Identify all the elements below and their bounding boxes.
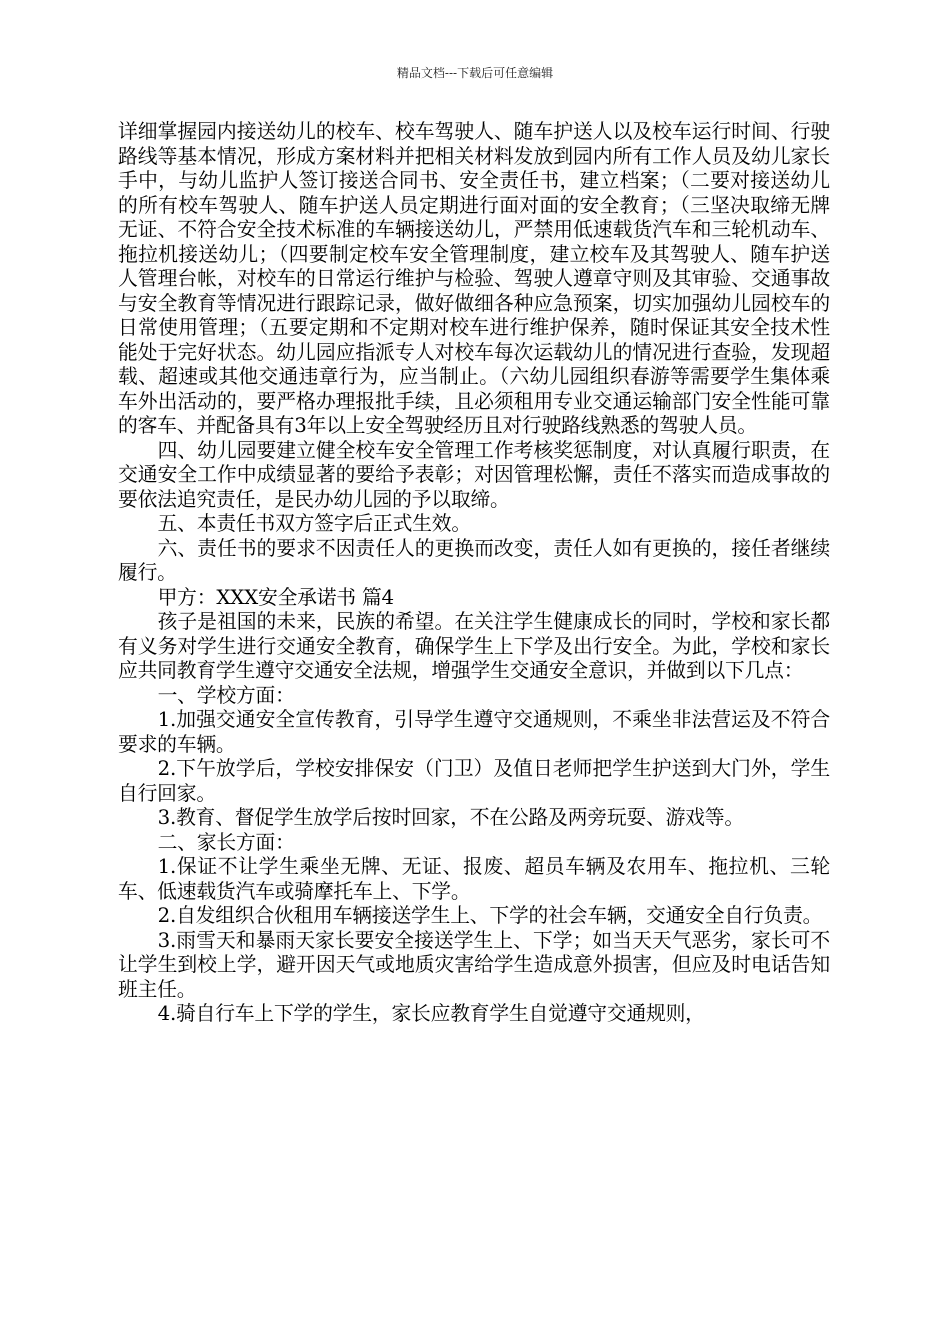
paragraph-intro: 孩子是祖国的未来，民族的希望。在关注学生健康成长的同时，学校和家长都有义务对学生进行交通安全教育，确保学生上下学及出行安全。为此，学校和家长应共同教育学生遵守交通安全法规，增强学生交通安全意识，并做到以下几点： [118,610,830,682]
parent-item-2: 2.自发组织合伙租用车辆接送学生上、下学的社会车辆，交通安全自行负责。 [157,904,823,927]
paragraph-item-6: 六、责任书的要求不因责任人的更换而改变，责任人如有更换的，接任者继续履行。 [118,536,830,584]
school-item-3: 3.教育、督促学生放学后按时回家，不在公路及两旁玩耍、游戏等。 [157,806,744,829]
document-body [118,120,830,1027]
school-item-1: 1.加强交通安全宣传教育，引导学生遵守交通规则，不乘坐非法营运及不符合要求的车辆。 [118,708,830,756]
school-item-2: 2.下午放学后，学校安排保安（门卫）及值日老师把学生护送到大门外，学生自行回家。 [118,757,830,805]
parent-item-1: 1.保证不让学生乘坐无牌、无证、报废、超员车辆及农用车、拖拉机、三轮车、低速载货汽车或骑摩托车上、下学。 [118,855,830,903]
parent-item-3: 3.雨雪天和暴雨天家长要安全接送学生上、下学；如当天天气恶劣，家长可不让学生到校上学，避开因天气或地质灾害给学生造成意外损害，但应及时电话告知班主任。 [118,928,830,1001]
paragraph-school-bus-duties: 详细掌握园内接送幼儿的校车、校车驾驶人、随车护送人以及校车运行时间、行驶路线等基本情况，形成方案材料并把相关材料发放到园内所有工作人员及幼儿家长手中，与幼儿监护人签订接送合同书、安全责任书，建立档案；（二要对接送幼儿的所有校车驾驶人、随车护送人员定期进行面对面的安全教育；（三坚决取缔无牌无证、不符合安全技术标准的车辆接送幼儿，严禁用低速载货汽车和三轮机动车、拖拉机接送幼儿；（四要制定校车安全管理制度，建立校车及其驾驶人、随车护送人管理台帐，对校车的日常运行维护与检验、驾驶人遵章守则及其审验、交通事故与安全教育等情况进行跟踪记录，做好做细各种应急预案，切实加强幼儿园校车的日常使用管理；（五要定期和不定期对校车进行维护保养，随时保证其安全技术性能处于完好状态。幼儿园应指派专人对校车每次运载幼儿的情况进行查验，发现超载、超速或其他交通违章行为，应当制止。（六幼儿园组织春游等需要学生集体乘车外出活动的，要严格办理报批手续，且必须租用专业交通运输部门安全性能可靠的客车、并配备具有3年以上安全驾驶经历且对行驶路线熟悉的驾驶人员。 [118,120,830,437]
page-header: 精品文档---下载后可任意编辑 [396,66,554,80]
paragraph-item-5: 五、本责任书双方签字后正式生效。 [157,512,471,535]
section-heading-school: 一、学校方面： [157,683,295,707]
party-a-heading: 甲方：XXX安全承诺书 篇4 [157,585,394,609]
parent-item-4: 4.骑自行车上下学的学生，家长应教育学生自觉遵守交通规则， [157,1002,705,1025]
paragraph-item-4: 四、幼儿园要建立健全校车安全管理工作考核奖惩制度，对认真履行职责，在交通安全工作中成绩显著的要给予表彰；对因管理松懈，责任不落实而造成事故的要依法追究责任，是民办幼儿园的予以取缔。 [118,438,830,511]
section-heading-parents: 二、家长方面： [157,830,295,854]
